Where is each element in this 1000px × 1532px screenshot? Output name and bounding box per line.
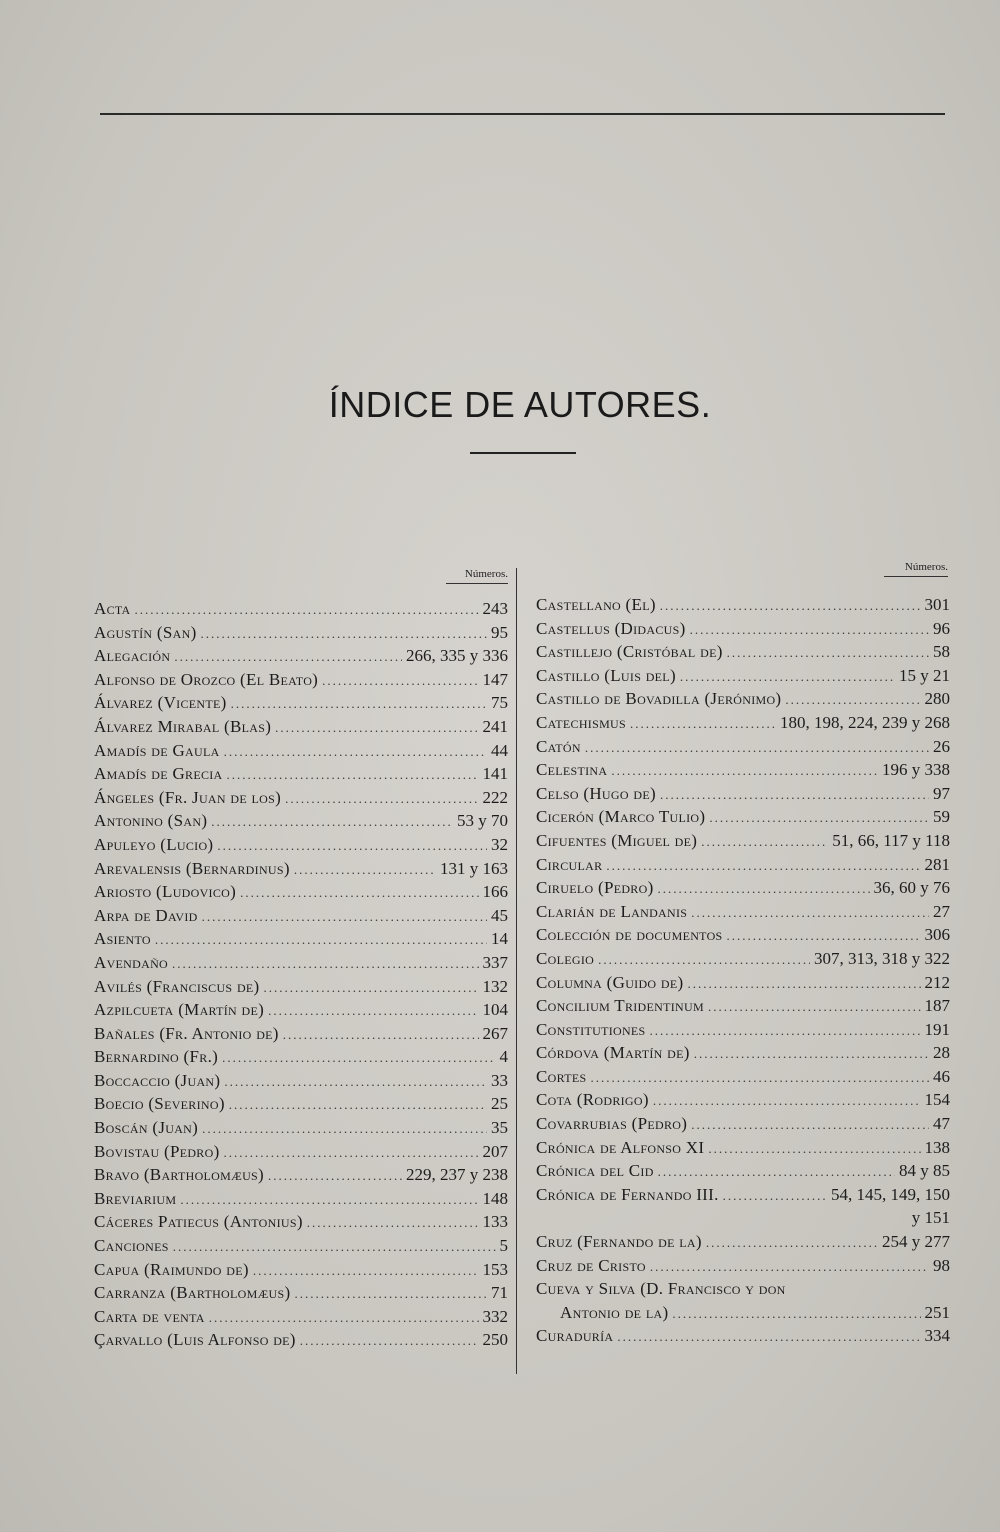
- index-entry: [94, 1069, 514, 1093]
- leader-dots: [224, 1070, 487, 1094]
- entry-number: 4: [499, 1047, 508, 1067]
- entry-number: 75: [491, 693, 508, 713]
- index-entry: [94, 1305, 514, 1329]
- entry-number: 241: [482, 716, 508, 736]
- entry-number: 95: [491, 622, 508, 642]
- entry-number: 180, 198, 224, 239 y 268: [780, 712, 950, 732]
- entry-number: 33: [491, 1070, 508, 1090]
- index-entry: [94, 691, 514, 715]
- leader-dots: [709, 806, 929, 830]
- entry-name: Canciones: [94, 1236, 169, 1256]
- entry-number: 131 y 163: [440, 858, 508, 878]
- entry-name: Azpilcueta (Martín de): [94, 1000, 265, 1020]
- title-rule: [470, 452, 576, 454]
- leader-dots: [585, 736, 929, 760]
- entry-number: 53 y 70: [457, 811, 508, 831]
- entry-name: Carta de venta: [94, 1306, 205, 1326]
- top-rule: [100, 113, 945, 115]
- entry-name: Boccaccio (Juan): [94, 1070, 221, 1090]
- entry-number: 138: [924, 1137, 950, 1157]
- index-entry: [94, 1163, 514, 1187]
- entry-number: 54, 145, 149, 150: [831, 1184, 950, 1204]
- index-entry: [536, 1206, 956, 1230]
- entry-number: 5: [499, 1236, 508, 1256]
- leader-dots: [172, 952, 478, 976]
- entry-number: 229, 237 y 238: [406, 1165, 508, 1185]
- index-entry: [536, 1324, 956, 1348]
- index-entry: [536, 994, 956, 1018]
- entry-name: Boscán (Juan): [94, 1118, 199, 1138]
- index-entry: [536, 1254, 956, 1278]
- leader-dots: [224, 740, 487, 764]
- leader-dots: [658, 877, 870, 901]
- right-column-header: Números.: [884, 561, 948, 577]
- leader-dots: [135, 598, 479, 622]
- index-entry: [94, 786, 514, 810]
- entry-number: 267: [482, 1023, 508, 1043]
- entry-name: Circular: [536, 854, 603, 874]
- entry-number: 254 y 277: [882, 1232, 950, 1252]
- entry-name: Agustín (San): [94, 622, 197, 642]
- leader-dots: [653, 1089, 921, 1113]
- index-entry: [94, 1092, 514, 1116]
- entry-number: 154: [924, 1090, 950, 1110]
- entry-number: 191: [924, 1019, 950, 1039]
- entry-name: Breviarium: [94, 1188, 177, 1208]
- entry-name: Boecio (Severino): [94, 1094, 225, 1114]
- entry-number: 250: [482, 1330, 508, 1350]
- index-entry: [94, 1328, 514, 1352]
- entry-number: 147: [482, 669, 508, 689]
- index-entry: [536, 853, 956, 877]
- index-entry: [94, 809, 514, 833]
- entry-number: 307, 313, 318 y 322: [814, 948, 950, 968]
- index-entry: [94, 1187, 514, 1211]
- entry-number: 59: [933, 807, 950, 827]
- leader-dots: [650, 1019, 921, 1043]
- entry-name: Crónica de Alfonso XI: [536, 1137, 705, 1157]
- leader-dots: [211, 810, 453, 834]
- leader-dots: [253, 1259, 479, 1283]
- entry-number: 334: [924, 1326, 950, 1346]
- entry-name: Alfonso de Orozco (El Beato): [94, 669, 319, 689]
- entry-name: Antonino (San): [94, 811, 208, 831]
- entry-name: Cáceres Patiecus (Antonius): [94, 1212, 303, 1232]
- entry-name: Clarián de Landanis: [536, 901, 688, 921]
- leader-dots: [224, 1141, 479, 1165]
- entry-name: Catechismus: [536, 712, 626, 732]
- entry-name: Celestina: [536, 760, 608, 780]
- index-entry: [536, 1136, 956, 1160]
- entry-number: 71: [491, 1283, 508, 1303]
- entry-number: 26: [933, 736, 950, 756]
- entry-name: Arevalensis (Bernardinus): [94, 858, 290, 878]
- entry-number: 84 y 85: [899, 1161, 950, 1181]
- leader-dots: [785, 688, 920, 712]
- entry-name: Castillo de Bovadilla (Jerónimo): [536, 689, 782, 709]
- leader-dots: [590, 1066, 929, 1090]
- entry-number: 36, 60 y 76: [873, 878, 950, 898]
- entry-number: 98: [933, 1255, 950, 1275]
- index-entry: [94, 597, 514, 621]
- entry-number: 280: [924, 689, 950, 709]
- entry-name: Ángeles (Fr. Juan de los): [94, 787, 282, 807]
- index-entry: [536, 711, 956, 735]
- index-entry: [536, 1183, 956, 1207]
- entry-number: 141: [482, 764, 508, 784]
- leader-dots: [708, 995, 921, 1019]
- index-entry: [94, 998, 514, 1022]
- index-entry: [536, 1277, 956, 1301]
- leader-dots: [275, 716, 478, 740]
- entry-name: Córdova (Martín de): [536, 1043, 690, 1063]
- entry-number: 96: [933, 618, 950, 638]
- entry-number: 196 y 338: [882, 760, 950, 780]
- index-entry: [94, 762, 514, 786]
- leader-dots: [708, 1137, 920, 1161]
- leader-dots: [264, 976, 479, 1000]
- entry-name: Cruz (Fernando de la): [536, 1232, 702, 1252]
- index-entry: [94, 857, 514, 881]
- entry-number: 148: [482, 1188, 508, 1208]
- leader-dots: [209, 1306, 479, 1330]
- index-entry: [536, 876, 956, 900]
- index-entry: [94, 904, 514, 928]
- index-entry: [94, 1116, 514, 1140]
- leader-dots: [294, 858, 436, 882]
- entry-number: 104: [482, 1000, 508, 1020]
- index-entry: [536, 1159, 956, 1183]
- leader-dots: [202, 905, 487, 929]
- entry-number: 337: [482, 952, 508, 972]
- entry-name: Ariosto (Ludovico): [94, 882, 237, 902]
- entry-name: Carranza (Bartholomæus): [94, 1283, 291, 1303]
- column-divider: [516, 568, 517, 1374]
- entry-name: Columna (Guido de): [536, 972, 684, 992]
- entry-number: 14: [491, 929, 508, 949]
- leader-dots: [227, 763, 479, 787]
- entry-name: Cota (Rodrigo): [536, 1090, 649, 1110]
- entry-number: 97: [933, 783, 950, 803]
- index-entry: [94, 715, 514, 739]
- leader-dots: [155, 928, 487, 952]
- entry-name: Avilés (Franciscus de): [94, 976, 260, 996]
- entry-name: Bañales (Fr. Antonio de): [94, 1023, 279, 1043]
- index-entry: [536, 735, 956, 759]
- index-entry: [536, 829, 956, 853]
- leader-dots: [611, 759, 878, 783]
- entry-number: 212: [924, 972, 950, 992]
- entry-name: Castillejo (Cristóbal de): [536, 642, 723, 662]
- entry-number: 281: [924, 854, 950, 874]
- leader-dots: [180, 1188, 478, 1212]
- leader-dots: [598, 948, 810, 972]
- leader-dots: [691, 901, 929, 925]
- leader-dots: [307, 1211, 479, 1235]
- entry-name: Çarvallo (Luis Alfonso de): [94, 1330, 296, 1350]
- entry-name: Cifuentes (Miguel de): [536, 830, 698, 850]
- index-entry: [94, 1210, 514, 1234]
- entry-name: Cruz de Cristo: [536, 1255, 646, 1275]
- entry-number: 35: [491, 1118, 508, 1138]
- leader-dots: [322, 669, 478, 693]
- entry-number: 45: [491, 905, 508, 925]
- leader-dots: [688, 972, 921, 996]
- entry-name: Asiento: [94, 929, 151, 949]
- index-entry: [536, 1041, 956, 1065]
- index-entry: [536, 758, 956, 782]
- entry-name: Ciruelo (Pedro): [536, 878, 654, 898]
- index-entry: [94, 975, 514, 999]
- entry-number: 153: [482, 1259, 508, 1279]
- index-entry: [94, 621, 514, 645]
- entry-name: Bernardino (Fr.): [94, 1047, 219, 1067]
- entry-name: Covarrubias (Pedro): [536, 1114, 688, 1134]
- index-entry: [94, 1140, 514, 1164]
- index-entry: [536, 782, 956, 806]
- index-entry: [536, 1018, 956, 1042]
- entry-name: Capua (Raimundo de): [94, 1259, 249, 1279]
- leader-dots: [617, 1325, 920, 1349]
- entry-number: 27: [933, 901, 950, 921]
- leader-dots: [701, 830, 828, 854]
- index-entry: [536, 923, 956, 947]
- leader-dots: [231, 692, 487, 716]
- entry-name: Avendaño: [94, 952, 169, 972]
- index-entry: [94, 1234, 514, 1258]
- right-index-column: [536, 593, 956, 1348]
- entry-number: 44: [491, 740, 508, 760]
- leader-dots: [706, 1231, 878, 1255]
- index-entry: [536, 664, 956, 688]
- index-entry: [94, 1258, 514, 1282]
- leader-dots: [268, 999, 478, 1023]
- index-entry: [94, 739, 514, 763]
- entry-number: y 151: [911, 1208, 950, 1228]
- leader-dots: [174, 645, 402, 669]
- entry-number: 132: [482, 976, 508, 996]
- leader-dots: [727, 641, 929, 665]
- leader-dots: [240, 881, 478, 905]
- entry-number: 28: [933, 1043, 950, 1063]
- leader-dots: [694, 1042, 929, 1066]
- entry-name: Alegación: [94, 646, 171, 666]
- entry-number: 207: [482, 1141, 508, 1161]
- page-title: ÍNDICE DE AUTORES.: [328, 384, 712, 425]
- entry-number: 332: [482, 1306, 508, 1326]
- entry-name: Amadís de Grecia: [94, 764, 223, 784]
- entry-name: Cueva y Silva (D. Francisco y don: [536, 1279, 786, 1299]
- index-entry: [536, 900, 956, 924]
- entry-name: Acta: [94, 599, 131, 618]
- entry-number: 187: [924, 996, 950, 1016]
- index-entry: [94, 1045, 514, 1069]
- leader-dots: [201, 622, 487, 646]
- entry-name: Apuleyo (Lucio): [94, 834, 214, 854]
- entry-number: 306: [924, 925, 950, 945]
- entry-name: Bravo (Bartholomæus): [94, 1165, 264, 1185]
- entry-name: Cortes: [536, 1066, 587, 1086]
- entry-number: 301: [924, 595, 950, 614]
- entry-name: Castellano (El): [536, 595, 656, 614]
- entry-name: Catón: [536, 736, 581, 756]
- index-entry: [94, 833, 514, 857]
- leader-dots: [691, 1113, 929, 1137]
- leader-dots: [229, 1093, 487, 1117]
- leader-dots: [723, 1184, 827, 1208]
- entry-name: Álvarez (Vicente): [94, 693, 227, 713]
- index-entry: [536, 687, 956, 711]
- leader-dots: [173, 1235, 496, 1259]
- entry-name: Colección de documentos: [536, 925, 723, 945]
- entry-name: Bovistau (Pedro): [94, 1141, 220, 1161]
- index-entry: [536, 805, 956, 829]
- entry-name: Arpa de David: [94, 905, 198, 925]
- entry-number: 222: [482, 787, 508, 807]
- leader-dots: [283, 1023, 479, 1047]
- entry-number: 46: [933, 1066, 950, 1086]
- leader-dots: [294, 1282, 487, 1306]
- leader-dots: [658, 1160, 895, 1184]
- entry-name: Cicerón (Marco Tulio): [536, 807, 706, 827]
- index-entry: [94, 668, 514, 692]
- entry-name: Crónica del Cid: [536, 1161, 654, 1181]
- leader-dots: [660, 594, 921, 618]
- entry-name: Crónica de Fernando III.: [536, 1184, 719, 1204]
- entry-number: 25: [491, 1094, 508, 1114]
- entry-number: 51, 66, 117 y 118: [832, 830, 950, 850]
- leader-dots: [300, 1329, 479, 1353]
- entry-name: Amadís de Gaula: [94, 740, 220, 760]
- index-entry: [536, 1088, 956, 1112]
- entry-name: Constitutiones: [536, 1019, 646, 1039]
- index-entry: [94, 1022, 514, 1046]
- leader-dots: [690, 618, 929, 642]
- entry-name: Antonio de la): [560, 1302, 669, 1322]
- index-entry: [536, 947, 956, 971]
- entry-number: 58: [933, 642, 950, 662]
- index-entry: [94, 644, 514, 668]
- index-entry: [536, 1301, 956, 1325]
- entry-number: 166: [482, 882, 508, 902]
- entry-name: Castellus (Didacus): [536, 618, 686, 638]
- entry-number: 15 y 21: [899, 665, 950, 685]
- leader-dots: [672, 1302, 920, 1326]
- entry-number: 266, 335 y 336: [406, 646, 508, 666]
- entry-number: 47: [933, 1114, 950, 1134]
- entry-name: Castillo (Luis del): [536, 665, 676, 685]
- leader-dots: [660, 783, 929, 807]
- leader-dots: [680, 665, 895, 689]
- entry-name: Colegio: [536, 948, 595, 968]
- index-entry: [536, 1230, 956, 1254]
- left-column-header: Números.: [446, 568, 508, 584]
- index-entry: [536, 971, 956, 995]
- entry-name: Curaduría: [536, 1326, 614, 1346]
- index-entry: [536, 617, 956, 641]
- index-entry: [536, 1065, 956, 1089]
- entry-number: 251: [924, 1302, 950, 1322]
- entry-number: 133: [482, 1212, 508, 1232]
- index-entry: [94, 951, 514, 975]
- leader-dots: [650, 1255, 929, 1279]
- entry-number: 243: [482, 599, 508, 618]
- index-entry: [536, 593, 956, 617]
- leader-dots: [222, 1046, 495, 1070]
- leader-dots: [606, 854, 920, 878]
- index-entry: [536, 1112, 956, 1136]
- index-entry: [94, 880, 514, 904]
- index-entry: [94, 1281, 514, 1305]
- leader-dots: [285, 787, 478, 811]
- left-index-column: [94, 597, 514, 1352]
- leader-dots: [217, 834, 487, 858]
- leader-dots: [268, 1164, 402, 1188]
- leader-dots: [202, 1117, 487, 1141]
- leader-dots: [727, 924, 921, 948]
- entry-name: Concilium Tridentinum: [536, 996, 704, 1016]
- entry-name: Álvarez Mirabal (Blas): [94, 716, 272, 736]
- entry-name: Celso (Hugo de): [536, 783, 656, 803]
- leader-dots: [630, 712, 776, 736]
- index-entry: [94, 927, 514, 951]
- entry-number: 32: [491, 834, 508, 854]
- index-entry: [536, 640, 956, 664]
